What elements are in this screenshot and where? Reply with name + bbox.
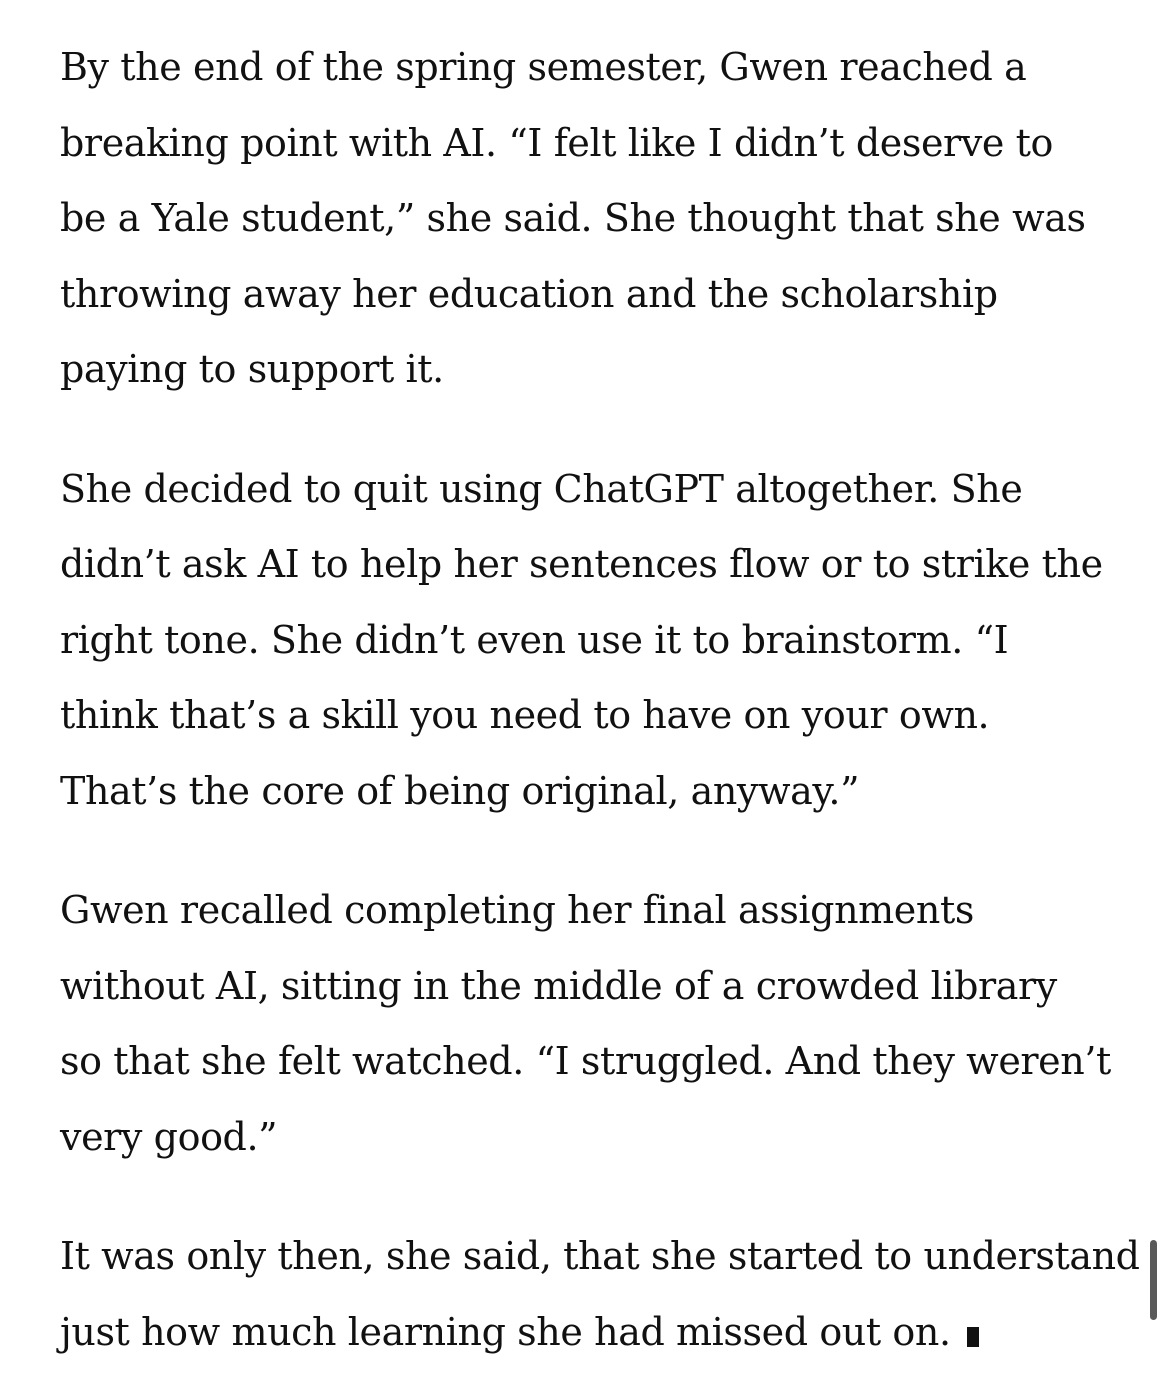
text-line: She decided to quit using ChatGPT altogether. She [60, 466, 1023, 511]
text-line: throwing away her education and the scholarship [60, 271, 998, 316]
article-body [60, 30, 1140, 1370]
paragraph [60, 1219, 1140, 1370]
end-of-article-square-icon [967, 1327, 979, 1347]
text-line: By the end of the spring semester, Gwen reached a [60, 45, 1027, 89]
paragraph-spacer [60, 408, 1140, 452]
text-line: without AI, sitting in the middle of a crowded library [60, 963, 1057, 1008]
paragraph [60, 30, 1140, 408]
text-line: be a Yale student,” she said. She thought that she was [60, 196, 1086, 240]
text-line: paying to support it. [60, 347, 444, 391]
text-line: breaking point with AI. “I felt like I didn’t deserve to [60, 120, 1054, 165]
text-line: didn’t ask AI to help her sentences flow or to strike the [60, 542, 1103, 586]
text-line: It was only then, she said, that she started to understand [60, 1234, 1140, 1278]
paragraph [60, 873, 1140, 1175]
paragraph-spacer [60, 1175, 1140, 1219]
scrollbar-thumb[interactable] [1150, 1240, 1157, 1320]
paragraph-spacer [60, 829, 1140, 873]
text-line: so that she felt watched. “I struggled. And they weren’t [60, 1039, 1111, 1083]
text-line: Gwen recalled completing her final assignments [60, 888, 974, 932]
text-line: That’s the core of being original, anyway.” [60, 768, 860, 813]
text-line: just how much learning she had missed out on. [60, 1309, 951, 1354]
paragraph [60, 452, 1140, 830]
text-line: think that’s a skill you need to have on your own. [60, 693, 990, 737]
text-line: very good.” [60, 1114, 278, 1159]
text-line: right tone. She didn’t even use it to brainstorm. “I [60, 617, 1009, 662]
text-line-last [60, 1295, 1140, 1371]
